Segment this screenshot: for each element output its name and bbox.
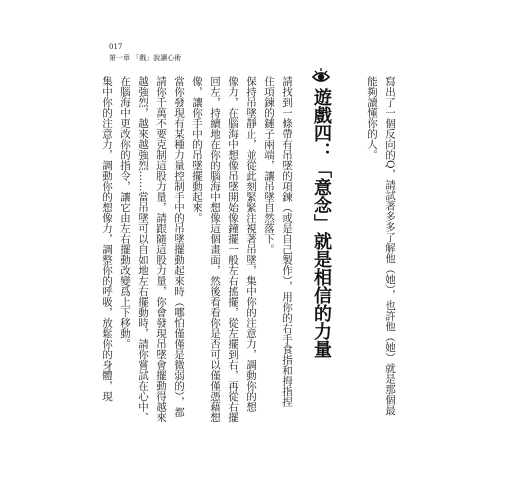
section-heading xyxy=(310,66,332,358)
section-title: 遊戲四：「意念」就是相信的力量 xyxy=(311,88,332,358)
body-line: 回左，持續地在你的腦海中想像這個畫面，然後看看你是否可以僅僅憑藉想 xyxy=(209,76,221,423)
eye-icon xyxy=(310,66,332,88)
body-line: 像力，在腦海中想像吊墜開始像鐘擺一般左右搖擺，從左擺到右，再從右擺 xyxy=(227,76,239,423)
intro-line: 寫出了一個反向的Q，請試著多多了解他（她），也許他（她）就是那個最 xyxy=(384,76,396,416)
body-line: 住項鍊的鏈子兩端，讓吊墜自然落下。 xyxy=(263,76,275,255)
intro-line: 能夠讀懂你的人。 xyxy=(366,76,378,160)
body-line: 當你發現有某種力量控制手中的吊墜擺動起來時（哪怕僅僅是微弱的），都 xyxy=(173,76,185,418)
body-line: 在腦海中更改你的指令，讓它由左右擺動改變爲上下移動。 xyxy=(119,76,131,349)
body-line: 集中你的注意力，調動你的想像力，調整你的呼吸，放鬆你的身體，現 xyxy=(101,76,113,402)
body-line: 保持吊墜靜止，並從此刻緊緊注視著吊墜，集中你的注意力，調動你的想 xyxy=(245,76,257,412)
body-line: 越強烈，越來越強烈……當吊墜可以自如地左右擺動時，請你嘗試在心中、 xyxy=(137,76,149,423)
body-line: 像，讓你手中的吊墜擺動起來。 xyxy=(191,76,203,223)
running-header: 第一章 「戲」說讀心術 xyxy=(109,54,182,62)
body-line: 請找到一條帶有吊墜的項鍊（或是自己製作），用你的右手食指和拇指捏 xyxy=(281,76,293,407)
page-number: 017 xyxy=(109,43,123,51)
body-line: 請你千萬不要克制這股力量，請跟隨這股力量，你會發現吊墜會擺動得越來 xyxy=(155,76,167,423)
